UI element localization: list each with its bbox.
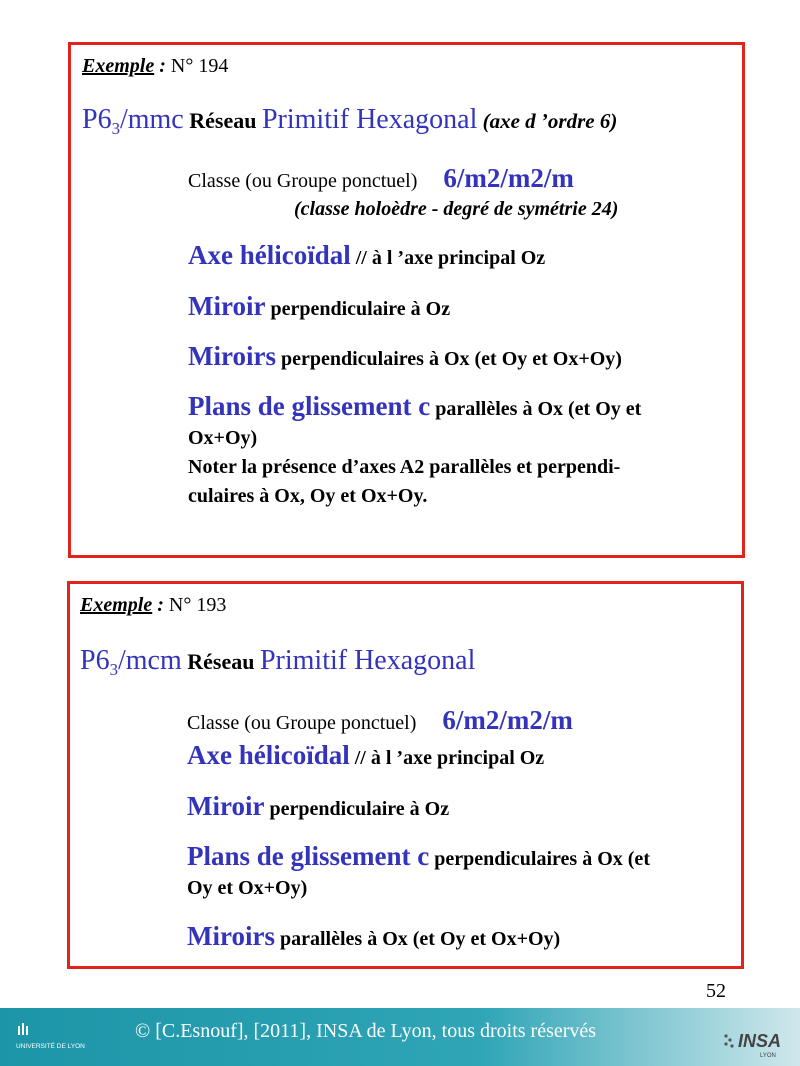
item-text: // à l ’axe principal Oz [350, 247, 546, 269]
space-group-symbol: $P6_3$/mcm [80, 645, 182, 679]
reseau-label: Réseau [183, 108, 262, 133]
example-number: N° 193 [163, 594, 227, 616]
example-193-frame [67, 581, 744, 969]
item-text: perpendiculaires à Ox (et [429, 848, 650, 870]
insa-lyon-logo [720, 1026, 790, 1060]
class-label: Classe (ou Groupe ponctuel) [188, 170, 418, 192]
copyright-text: © [C.Esnouf], [2011], INSA de Lyon, tous droits réservés [135, 1020, 597, 1042]
point-group-line [187, 705, 573, 736]
example-colon: : [154, 55, 166, 77]
reseau-label: Réseau [181, 649, 260, 674]
item-text: perpendiculaire à Oz [264, 798, 450, 820]
item-screw-axis [188, 240, 545, 271]
page-number: 52 [706, 980, 726, 1002]
note-line-1: Noter la présence d’axes A2 parallèles et perpendi- [188, 456, 621, 478]
item-text: // à l ’axe principal Oz [349, 747, 545, 769]
example-label: Exemple [82, 55, 155, 77]
item-key: Miroir [187, 791, 265, 821]
item-text: perpendiculaires à Ox (et Oy et Ox+Oy) [275, 348, 622, 370]
example-colon: : [152, 594, 164, 616]
item-glide-planes [188, 391, 641, 422]
class-label: Classe (ou Groupe ponctuel) [187, 712, 417, 734]
item-screw-axis [187, 740, 544, 771]
item-text-continued: Oy et Ox+Oy) [187, 877, 308, 899]
lattice-type: Primitif Hexagonal [261, 104, 478, 135]
item-key: Axe hélicoïdal [188, 240, 351, 270]
example-193-heading [80, 594, 226, 617]
class-note: (classe holoèdre - degré de symétrie 24) [294, 198, 619, 220]
class-value: 6/m2/m2/m [443, 163, 574, 193]
class-value: 6/m2/m2/m [442, 705, 573, 735]
note-line-2: culaires à Ox, Oy et Ox+Oy. [188, 485, 428, 507]
svg-text:UNIVERSITÉ DE LYON: UNIVERSITÉ DE LYON [16, 1043, 85, 1050]
item-key: Plans de glissement c [188, 391, 431, 421]
space-group-194-title [82, 104, 617, 136]
svg-text:INSA: INSA [738, 1031, 782, 1051]
svg-text:LYON: LYON [760, 1053, 776, 1059]
item-key: Miroir [188, 291, 266, 321]
item-text: perpendiculaire à Oz [265, 298, 451, 320]
point-group-line [188, 163, 574, 194]
space-group-symbol: $P6_3$/mmc [82, 104, 184, 138]
lattice-note: (axe d ’ordre 6) [477, 109, 618, 133]
item-text: parallèles à Ox (et Oy et Ox+Oy) [274, 928, 561, 950]
item-key: Miroirs [187, 921, 275, 951]
example-number: N° 194 [165, 55, 229, 77]
item-text: parallèles à Ox (et Oy et [430, 398, 642, 420]
item-key: Axe hélicoïdal [187, 740, 350, 770]
item-mirror [187, 791, 449, 822]
space-group-193-title [80, 645, 475, 677]
item-mirror [188, 291, 450, 322]
item-text-continued: Ox+Oy) [188, 427, 258, 449]
item-mirrors [187, 921, 560, 952]
example-194-heading [82, 55, 228, 78]
item-mirrors [188, 341, 622, 372]
universite-de-lyon-logo [10, 1016, 100, 1058]
example-label: Exemple [80, 594, 153, 616]
lattice-type: Primitif Hexagonal [259, 645, 476, 676]
item-key: Plans de glissement c [187, 841, 430, 871]
footer-bar [0, 1008, 800, 1066]
item-key: Miroirs [188, 341, 276, 371]
item-glide-planes [187, 841, 650, 872]
